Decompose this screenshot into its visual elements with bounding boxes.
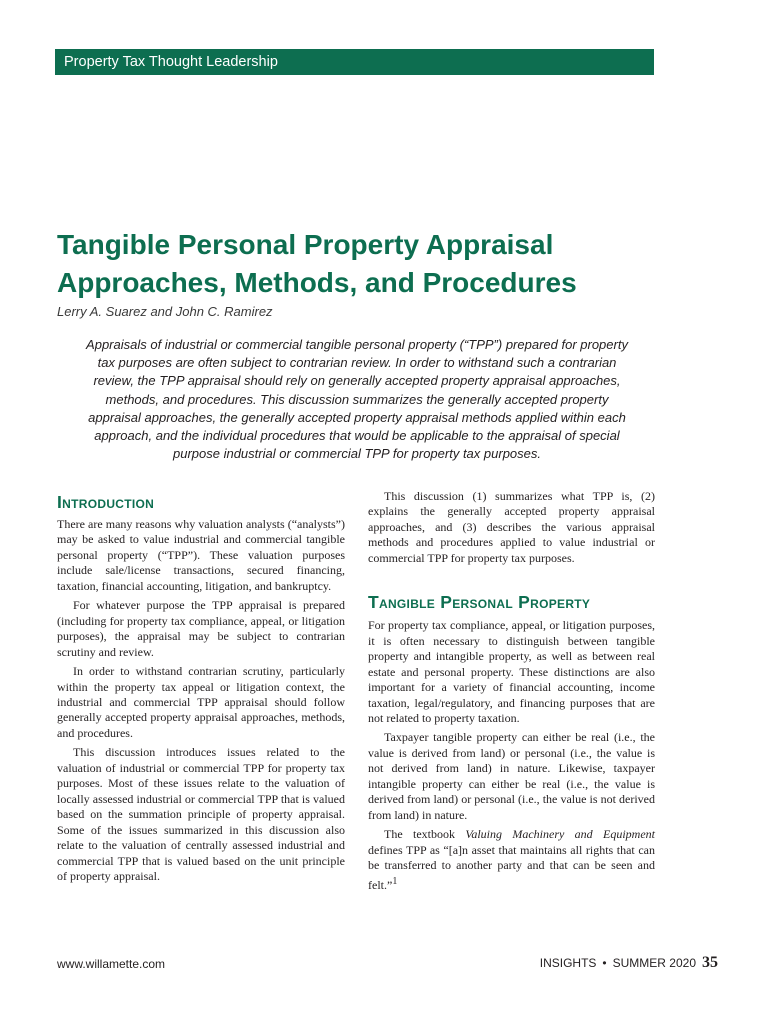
book-title: Valuing Machinery and Equipment: [465, 827, 656, 842]
introduction-heading: Introduction: [57, 492, 155, 512]
tpp-heading: Tangible Personal Property: [368, 592, 591, 613]
footer-bullet: •: [602, 956, 607, 970]
article-title: [57, 226, 697, 302]
footnote-marker: 1: [392, 875, 398, 887]
footer-url: www.willamette.com: [57, 957, 166, 971]
tpp-paragraph-3-lead: The textbook: [384, 827, 466, 842]
tpp-paragraph-3: [368, 827, 655, 893]
title-line-1: Tangible Personal Property Appraisal: [57, 229, 554, 260]
article-authors: Lerry A. Suarez and John C. Ramirez: [57, 304, 273, 319]
tpp-paragraph-3-body: defines TPP as “[a]n asset that maintains all rights that can be transferred to another party and that can be seen and felt.”: [368, 842, 655, 892]
issue-label: SUMMER 2020: [612, 956, 696, 970]
title-line-2: Approaches, Methods, and Procedures: [57, 267, 577, 298]
intro-paragraph-2: For whatever purpose the TPP appraisal is prepared (including for property tax compliance, appeal, or litigation purposes), the appraisal may be subject to contrarian scrutiny and review.: [57, 598, 345, 659]
left-column: [57, 492, 345, 884]
intro-paragraph-4: This discussion introduces issues related to the valuation of industrial or commercial TPP for property tax purposes. Most of these issues relate to the valuation of locally assessed industrial or commercial TPP that is valued based on the summation principle of property appraisal. Some of the issues summarized in this discussion also relate to the valuation of centrally assessed industrial and commercial TPP that is valued based on the unit principle of property appraisal.: [57, 745, 345, 883]
page-footer: [540, 954, 718, 972]
banner-label: Property Tax Thought Leadership: [64, 54, 278, 70]
intro-paragraph-5: This discussion (1) summarizes what TPP is, (2) explains the generally accepted property appraisal approaches, and (3) describes the various appraisal methods and procedures applied to value industrial or commercial TPP for property tax purposes.: [368, 489, 655, 565]
tpp-paragraph-2: Taxpayer tangible property can either be real (i.e., the value is derived from land) or personal (i.e., the value is not derived from land) in nature. Likewise, taxpayer intangible property can either be real (i.e., the value is derived from land) or personal (i.e., the value is not derived from land) in nature.: [368, 730, 655, 822]
section-banner: [55, 49, 654, 75]
page-number: 35: [702, 954, 718, 971]
intro-paragraph-3: In order to withstand contrarian scrutiny, particularly within the property tax appeal or litigation context, the industrial and commercial TPP appraisal should follow generally accepted property appraisal approaches, methods, and procedures.: [57, 664, 345, 740]
tpp-paragraph-1: For property tax compliance, appeal, or litigation purposes, it is often necessary to distinguish between tangible property and intangible property, as well as between real estate and personal property. These distinctions are also important for a variety of financial accounting, income taxation, legal/regulatory, and financing purposes that are not related to property taxation.: [368, 618, 655, 725]
article-abstract: Appraisals of industrial or commercial tangible personal property (“TPP”) prepared for property tax purposes are often subject to contrarian review. In order to withstand such a contrarian review, the TPP appraisal should rely on generally accepted property appraisal approaches, methods, and procedures. This discussion summarizes the generally accepted property appraisal approaches, the generally accepted property appraisal methods applied within each approach, and the individual procedures that would be applicable to the appraisal of special purpose industrial or commercial TPP for property tax purposes.: [86, 337, 628, 462]
publication-name: INSIGHTS: [539, 956, 597, 970]
intro-paragraph-1: There are many reasons why valuation analysts (“analysts”) may be asked to value industrial and commercial tangible personal property (“TPP”). These valuation purposes include sale/license transactions, secured financing, taxation, financial accounting, litigation, and bankruptcy.: [57, 517, 345, 593]
right-column: [368, 489, 655, 893]
